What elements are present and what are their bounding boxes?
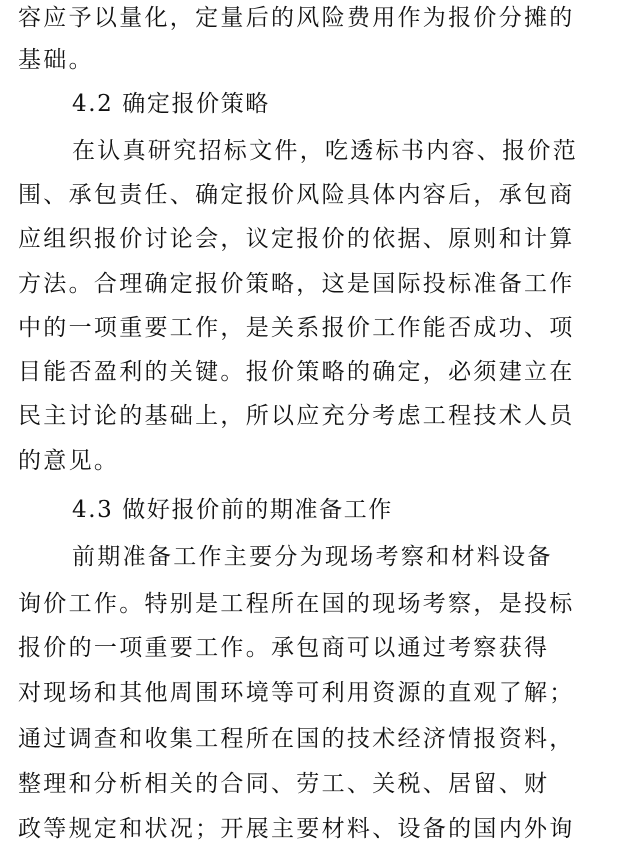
body-text-line: 政等规定和状况；开展主要材料、设备的国内外询 — [18, 816, 575, 842]
body-text-line: 容应予以量化，定量后的风险费用作为报价分摊的 — [18, 5, 575, 31]
body-text-line: 民主讨论的基础上，所以应充分考虑工程技术人员 — [18, 403, 575, 429]
body-text-line: 通过调查和收集工程所在国的技术经济情报资料， — [18, 726, 575, 752]
body-text-line: 方法。合理确定报价策略，这是国际投标准备工作 — [18, 271, 575, 297]
body-text-line: 对现场和其他周围环境等可利用资源的直观了解； — [18, 680, 575, 706]
body-text-line: 基础。 — [18, 47, 94, 73]
body-text-line: 应组织报价讨论会，议定报价的依据、原则和计算 — [18, 226, 575, 252]
body-text-line: 整理和分析相关的合同、劳工、关税、居留、财 — [18, 771, 550, 797]
body-text-line: 的意见。 — [18, 448, 120, 474]
paragraph-first-line: 在认真研究招标文件，吃透标书内容、报价范 — [72, 138, 578, 164]
body-text-line: 目能否盈利的关键。报价策略的确定，必须建立在 — [18, 359, 575, 385]
section-heading-4-2: 4.2 确定报价策略 — [72, 91, 270, 117]
body-text-line: 询价工作。特别是工程所在国的现场考察，是投标 — [18, 591, 575, 617]
section-heading-4-3: 4.3 做好报价前的期准备工作 — [72, 497, 393, 523]
body-text-line: 报价的一项重要工作。承包商可以通过考察获得 — [18, 635, 550, 661]
paragraph-first-line: 前期准备工作主要分为现场考察和材料设备 — [72, 544, 553, 570]
body-text-line: 围、承包责任、确定报价风险具体内容后，承包商 — [18, 182, 575, 208]
body-text-line: 中的一项重要工作，是关系报价工作能否成功、项 — [18, 315, 575, 341]
